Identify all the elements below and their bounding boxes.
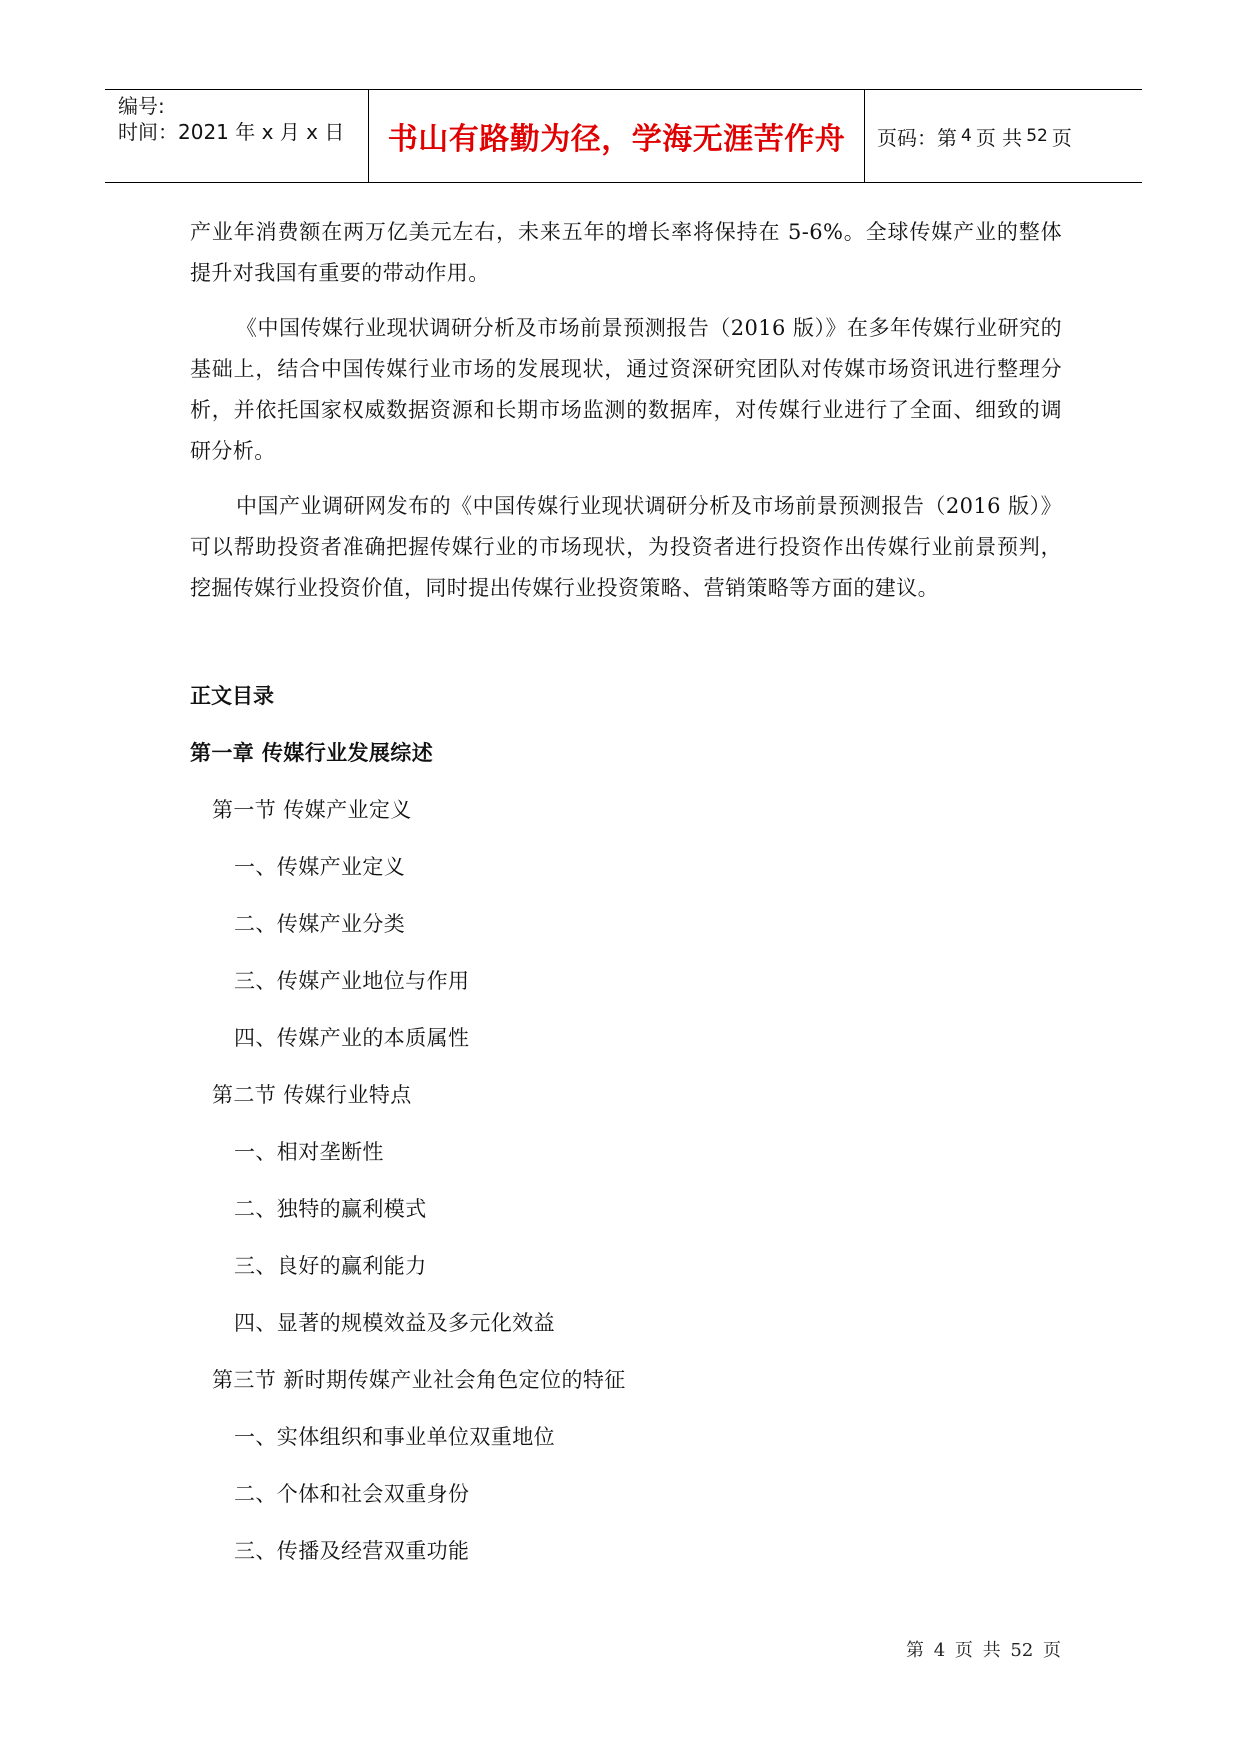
header-page-suffix: 页 (1051, 125, 1072, 150)
header-page-mid: 页 共 (975, 125, 1023, 150)
toc-item-sub: 二、个体和社会双重身份 (234, 1482, 470, 1506)
toc-item-sub: 三、传播及经营双重功能 (234, 1539, 470, 1563)
toc-list (190, 725, 1062, 1580)
toc-item-section: 第三节 新时期传媒产业社会角色定位的特征 (212, 1368, 626, 1392)
paragraph-1: 产业年消费额在两万亿美元左右，未来五年的增长率将保持在 5-6%。全球传媒产业的整体提升对我国有重要的带动作用。 (190, 220, 1062, 285)
header-motto-cell (369, 90, 865, 182)
page-footer: 第 4 页 共 52 页 (906, 1640, 1061, 1661)
table-of-contents (190, 668, 1062, 1580)
toc-item-sub: 一、实体组织和事业单位双重地位 (234, 1425, 555, 1449)
toc-item-sub: 三、传媒产业地位与作用 (234, 969, 470, 993)
header-time-label: 时间：2021 年 x 月 x 日 (118, 120, 345, 144)
header-number-label: 编号: (118, 94, 165, 118)
toc-item-sub: 三、良好的赢利能力 (234, 1254, 427, 1278)
document-header (105, 89, 1142, 183)
body-text (190, 212, 1062, 623)
toc-item-sub: 四、传媒产业的本质属性 (234, 1026, 470, 1050)
header-motto: 书山有路勤为径，学海无涯苦作舟 (387, 122, 846, 157)
header-page-info (865, 90, 1142, 182)
toc-item-section: 第二节 传媒行业特点 (212, 1083, 412, 1107)
toc-item-sub: 二、独特的赢利模式 (234, 1197, 427, 1221)
header-page-total: 52 (1026, 126, 1048, 146)
toc-item-chapter: 第一章 传媒行业发展综述 (190, 741, 434, 765)
paragraph-2: 《中国传媒行业现状调研分析及市场前景预测报告（2016 版）》在多年传媒行业研究的基础上，结合中国传媒行业市场的发展现状，通过资深研究团队对传媒市场资讯进行整理分析，并依托国家权威数据资源和长期市场监测的数据库，对传媒行业进行了全面、细致的调研分析。 (190, 316, 1062, 463)
toc-item-section: 第一节 传媒产业定义 (212, 798, 412, 822)
header-page-prefix: 页码：第 (877, 125, 957, 150)
toc-item-sub: 二、传媒产业分类 (234, 912, 406, 936)
toc-item-sub: 四、显著的规模效益及多元化效益 (234, 1311, 555, 1335)
toc-item-sub: 一、传媒产业定义 (234, 855, 406, 879)
header-page-current: 4 (961, 126, 972, 146)
header-meta (105, 90, 369, 182)
toc-item-sub: 一、相对垄断性 (234, 1140, 384, 1164)
toc-title: 正文目录 (190, 684, 274, 708)
paragraph-3: 中国产业调研网发布的《中国传媒行业现状调研分析及市场前景预测报告（2016 版）》可以帮助投资者准确把握传媒行业的市场现状，为投资者进行投资作出传媒行业前景预判，挖掘传媒行业投资价值，同时提出传媒行业投资策略、营销策略等方面的建议。 (190, 494, 1062, 600)
